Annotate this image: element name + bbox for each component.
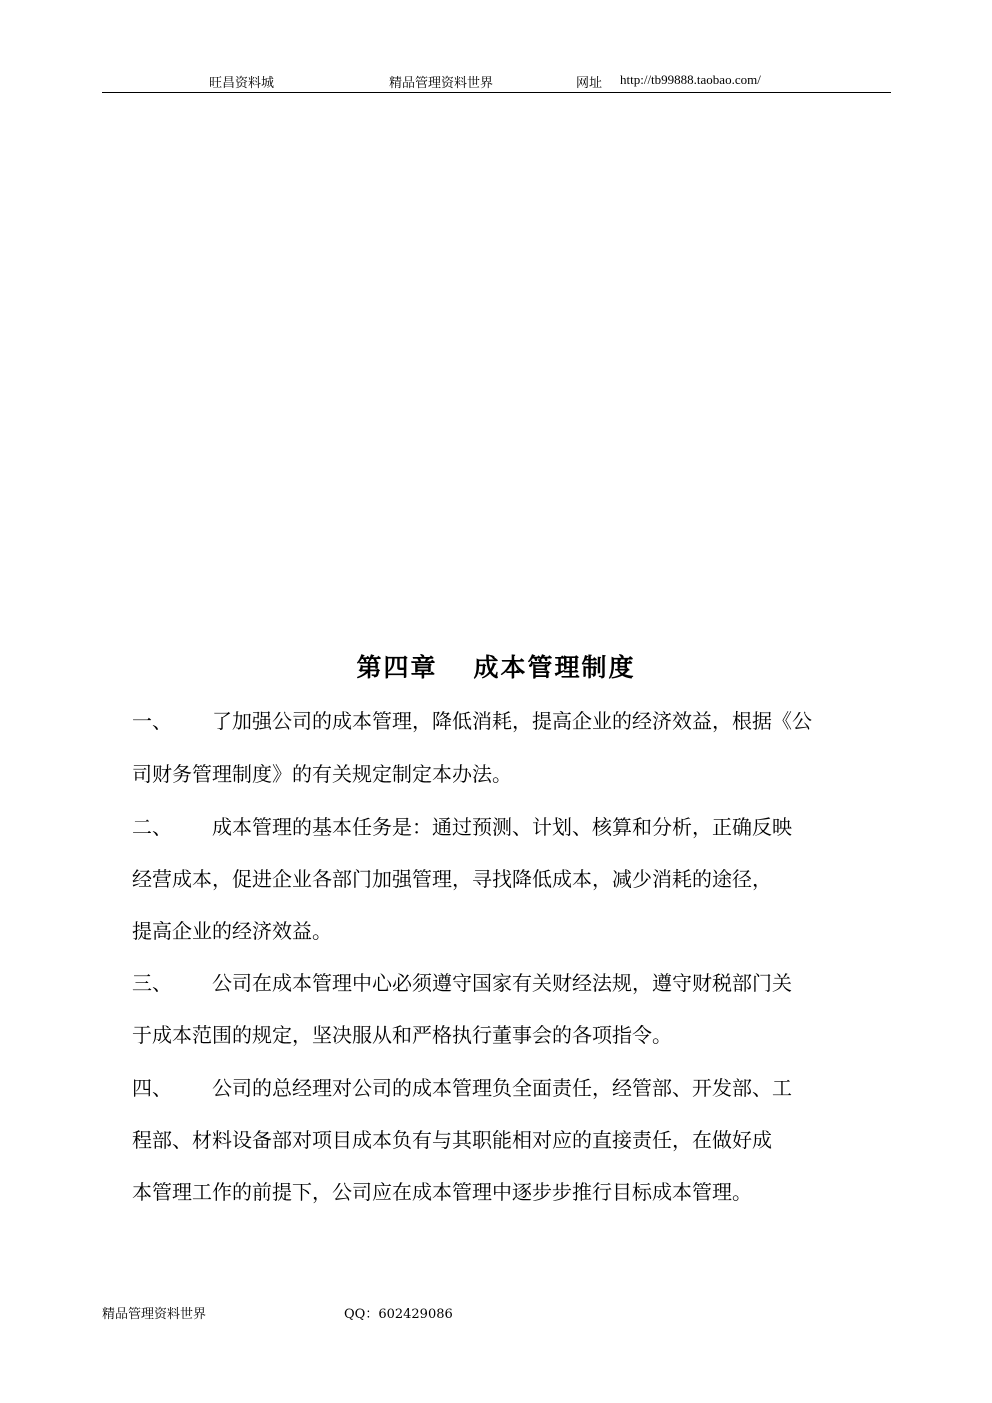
chapter-name: 成本管理制度 [473, 653, 636, 682]
paragraph-number: 四、 [132, 1076, 172, 1100]
footer-qq-contact: QQ：602429086 [344, 1307, 453, 1322]
paragraph-line: 提高企业的经济效益。 [132, 919, 332, 943]
header-slogan: 精品管理资料世界 [389, 76, 494, 91]
page-header [102, 70, 891, 93]
paragraph-line: 司财务管理制度》的有关规定制定本办法。 [132, 762, 512, 786]
paragraph-line: 了加强公司的成本管理，降低消耗，提高企业的经济效益，根据《公 [212, 709, 812, 733]
header-site-name: 旺昌资料城 [209, 76, 275, 91]
header-url-link[interactable]: http://tb99888.taobao.com/ [620, 72, 761, 87]
paragraph-line: 公司的总经理对公司的成本管理负全面责任，经管部、开发部、工 [212, 1076, 792, 1100]
paragraph-line: 本管理工作的前提下，公司应在成本管理中逐步步推行目标成本管理。 [132, 1180, 752, 1204]
chapter-number: 第四章 [356, 653, 438, 682]
paragraph-number: 三、 [132, 971, 172, 995]
footer-site-name: 精品管理资料世界 [102, 1307, 207, 1322]
paragraph-line: 成本管理的基本任务是：通过预测、计划、核算和分析，正确反映 [212, 815, 792, 839]
chapter-title [0, 648, 992, 684]
paragraph-number: 一、 [132, 709, 172, 733]
paragraph-number: 二、 [132, 815, 172, 839]
paragraph-line: 程部、材料设备部对项目成本负有与其职能相对应的直接责任，在做好成 [132, 1128, 772, 1152]
header-url-label: 网址 [576, 76, 603, 91]
paragraph-line: 公司在成本管理中心必须遵守国家有关财经法规，遵守财税部门关 [212, 971, 792, 995]
paragraph-line: 于成本范围的规定，坚决服从和严格执行董事会的各项指令。 [132, 1023, 672, 1047]
paragraph-line: 经营成本，促进企业各部门加强管理，寻找降低成本，减少消耗的途径， [132, 867, 772, 891]
